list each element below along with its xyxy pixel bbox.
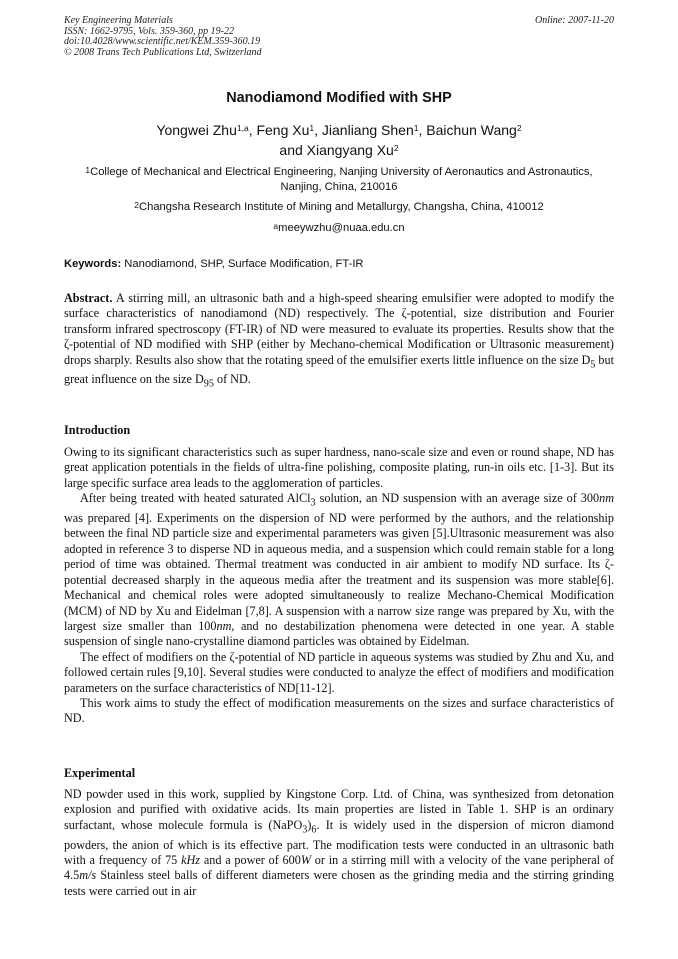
author-sup: 2 — [516, 123, 522, 133]
keywords-label: Keywords: — [64, 258, 122, 270]
author-list — [70, 120, 608, 160]
unit: kHz — [181, 853, 201, 868]
text-run: ND powder used in this work, supplied by Kingstone Corp. Ltd. of China, was synthesized from detonation explosion and purified with oxidative acids. Its main properties are listed in Table 1. SHP is an ordinary surfactant, whose molecule formula is (NaPO — [64, 787, 614, 832]
author-name: , Jianliang Shen — [314, 122, 414, 138]
paragraph: The effect of modifiers on the ζ-potential of ND particle in aqueous systems was studied by Zhu and Xu, and followed certain rules [9,10]. Several studies were conducted to analyze the effect of modifiers and modification parameters on the surface characteristics of ND[11-12]. — [64, 649, 614, 695]
author-name: , Baichun Wang — [418, 122, 517, 138]
affiliation-sup: 1 — [85, 165, 91, 175]
experimental-heading: Experimental — [64, 766, 136, 780]
subscript: 3 — [310, 497, 316, 509]
text-run: . It is widely used in the dispersion of micron diamond powders, the anion of which is its effective part. The modification tests were conducted in an ultrasonic bath with a frequency of 75 — [64, 817, 614, 868]
doi-line: doi:10.4028/www.scientific.net/KEM.359-360.19 — [64, 36, 261, 48]
text-run: was prepared [4]. Experiments on the dispersion of ND were performed by the authors, and the relationship between the final ND particle size and experimental parameters was given [5].Ultrasonic measurement was also adopted in reference 3 to disperse ND in aqueous media, and a suspension which could remain stable for a long period of time was obtained. Thermal treatment was conducted in air ambient to modify ND surface. Its ζ-potential decreased sharply in the aqueous media after the treatment and its suspension was more stable[6]. Mechanical and chemical roles were adopted simultaneously to realize Mechano-Chemical Modification (MCM) of ND by Xu and Eidelman [7,8]. A suspension with a narrow size range was prepared by Xu, with the largest size smaller than 100 — [64, 511, 614, 633]
introduction-body — [64, 445, 614, 727]
affiliation-sup: 2 — [134, 200, 140, 210]
keywords-text: Nanodiamond, SHP, Surface Modification, FT-IR — [121, 258, 364, 270]
paragraph — [64, 787, 614, 899]
journal-header — [64, 16, 262, 58]
affiliation-text: Changsha Research Institute of Mining and Metallurgy, Changsha, China, 410012 — [139, 201, 544, 213]
subscript: 5 — [590, 359, 596, 371]
author-sup: 1 — [309, 123, 315, 133]
author-name: , Feng Xu — [248, 122, 310, 138]
keywords — [64, 258, 614, 270]
introduction-heading: Introduction — [64, 423, 131, 437]
email-sup: a — [273, 221, 279, 231]
subscript: 95 — [203, 378, 214, 390]
author-email — [70, 221, 608, 236]
abstract-text: A stirring mill, an ultrasonic bath and a high-speed shearing emulsifier were adopted to modify the surface characteristics of nanodiamond (ND) respectively. The ζ-potential, size distribution and Fourier transform infrared spectroscopy (FT-IR) of ND were measured to evaluate its properties. Results show that the ζ-potential of ND modified with SHP (either by Mechano-chemical Modification or Ultrasonic measurement) drops sharply. Results also show that the rotating speed of the emulsifier exerts little influence on the size D — [64, 291, 614, 367]
experimental-body — [64, 787, 614, 899]
unit: nm — [599, 491, 614, 506]
author-sup: 1,a — [236, 123, 249, 133]
email-text: meeywzhu@nuaa.edu.cn — [278, 222, 405, 234]
abstract — [64, 291, 614, 392]
abstract-label: Abstract. — [64, 291, 113, 305]
subscript: 6 — [311, 824, 317, 836]
text-run: and a power of 600 — [200, 853, 301, 868]
text-run: or in a stirring mill with a velocity of the vane peripheral of 4.5 — [64, 853, 614, 883]
author-name: and Xiangyang Xu — [279, 142, 394, 158]
paragraph: Owing to its significant characteristics such as super hardness, nano-scale size and even or round shape, ND has great application potentials in the fields of ultra-fine polishing, composite plating, run-in oils etc. [1-3]. But its large specific surface area leads to the agglomeration of particles. — [64, 445, 614, 490]
text-run: solution, an ND suspension with an average size of 300 — [315, 491, 600, 506]
subscript: 3 — [302, 824, 308, 836]
affiliation-text: College of Mechanical and Electrical Engineering, Nanjing University of Aeronautics and Astronautics, Nanjing, China, 210016 — [90, 166, 593, 193]
author-sup: 1 — [413, 123, 419, 133]
paper-title: Nanodiamond Modified with SHP — [226, 90, 452, 106]
affiliation-2 — [70, 200, 608, 215]
unit: nm — [216, 618, 232, 633]
text-run: After being treated with heated saturated AlCl — [80, 491, 311, 506]
journal-name: Key Engineering Materials — [64, 15, 173, 26]
author-sup: 2 — [393, 143, 399, 153]
affiliation-1 — [70, 165, 608, 195]
unit: m/s — [79, 868, 97, 883]
text-run: ) — [307, 817, 312, 832]
text-run: , and no destabilization phenomena were detected in one year. A stable suspension of single nano-crystalline diamond particles was obtained by Eidelman. — [64, 618, 614, 649]
abstract-text: but great influence on the size D — [64, 352, 614, 387]
issn-line: ISSN: 1662-9795, Vols. 359-360, pp 19-22 — [64, 25, 234, 37]
abstract-text: of ND. — [213, 372, 251, 387]
paragraph: This work aims to study the effect of modification measurements on the sizes and surface characteristics of ND. — [64, 695, 614, 726]
paragraph — [64, 491, 614, 650]
author-name: Yongwei Zhu — [156, 122, 237, 138]
unit: W — [300, 853, 311, 868]
text-run: Stainless steel balls of different diameters were chosen as the grinding media and the stirring grinding tests were carried out in air — [64, 868, 614, 898]
online-date: Online: 2007-11-20 — [535, 15, 614, 26]
copyright-line: © 2008 Trans Tech Publications Ltd, Switzerland — [64, 46, 262, 58]
